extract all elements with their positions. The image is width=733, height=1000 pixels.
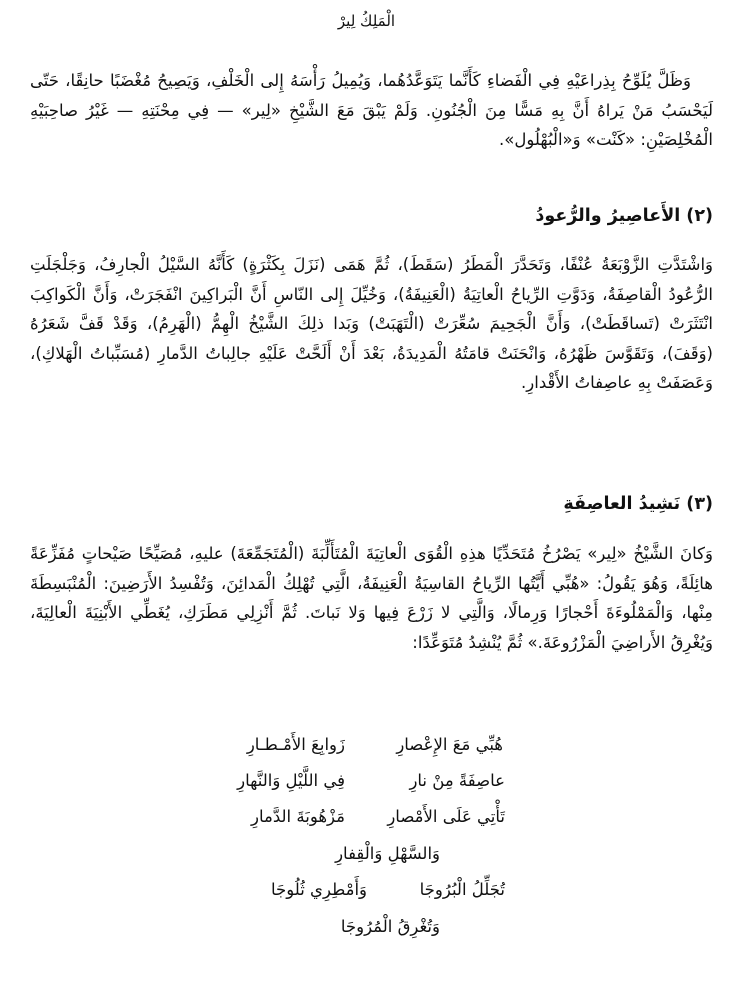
poem-line-3-left: تَأْتِي عَلَى الأَمْصارِ xyxy=(387,807,505,826)
poem-line-2-left: عاصِفَةً مِنْ نارِ xyxy=(409,771,505,790)
running-head: الْمَلِكُ لِيرْ xyxy=(337,12,396,30)
poem-line-2-right: فِي اللَّيْلِ وَالنَّهارِ xyxy=(237,771,345,790)
poem-line-4: وَالسَّهْلِ وَالْقِفارِ xyxy=(335,844,440,863)
section-heading-2: (٢) الأَعاصِيرُ والرُّعودُ xyxy=(535,206,713,226)
poem-line-5-right: وَأَمْطِرِي ثُلُوجَا xyxy=(271,880,367,899)
poem-line-1-left: هُبِّي مَعَ الإِعْصارِ xyxy=(396,735,503,754)
section-heading-3: (٣) نَشِيدُ العاصِفَةِ xyxy=(563,494,713,514)
paragraph-1: وَظَلَّ يُلَوِّحُ بِذِراعَيْهِ فِي الْفَضاءِ كَأَنَّما يَتَوَعَّدُهُما، وَيُمِيلُ رَأْسَهُ إِلى الْخَلْفِ، وَيَصِيحُ مُغْضَبًا حانِقًا، حَتّى لَيَحْسَبُ مَنْ يَراهُ أَنَّ بِهِ مَسًّا مِنَ الْجُنُونِ. وَلَمْ يَبْقَ مَعَ الشَّيْخِ «لِير» — فِي مِحْنَتِهِ — غَيْرُ صاحِبَيْهِ الْمُخْلِصَيْنِ: «كَنْت» وَ«الْبُهْلُول». xyxy=(30,71,713,149)
paragraph-3: وَكانَ الشَّيْخُ «لِير» يَصْرُخُ مُتَحَدِّيًا هذِهِ الْقُوَى الْعاتِيَةَ الْمُتَأَلِّبَةَ (الْمُتَجَمِّعَةَ) عليهِ، مُصَيِّحًا صَيْحاتٍ مُفَزِّعَةً هائِلَةً، وَهُوَ يَقُولُ: «هُبِّي أَيَّتُها الرِّياحُ القاسِيَةُ الْعَنِيفَةُ، الَّتِي تُهْلِكُ الْمَدائِنَ، وَتُفْسِدُ الأَرَضِينَ: الْمُنْبَسِطَةَ مِنْها، وَالْمَمْلُوءَةَ أَحْجارًا وَرِمالًا، وَالَّتِي لا زَرْعَ فِيها وَلا نَباتَ. ثُمَّ أَنْزِلِي مَطَرَكِ، يُغَطِّي الأَبْنِيَةَ الْعالِيَةَ، وَيُغْرِقُ الأَراضِيَ الْمَزْرُوعَةَ.» ثُمَّ يُنْشِدُ مُتَوَعِّدًا: xyxy=(30,544,713,652)
poem-line-1-right: زَوابِعَ الأَمْـطـارِ xyxy=(246,735,345,754)
paragraph-2: وَاشْتَدَّتِ الزَّوْبَعَةُ عُنْفًا، وَتَحَدَّرَ الْمَطَرُ (سَقَطَ)، ثُمَّ هَمَى (نَزَلَ بِكَثْرَةٍ) كَأَنَّهُ السَّيْلُ الْجارِفُ، وَجَلْجَلَتِ الرُّعُودُ الْقاصِفَةُ، وَدَوَّتِ الرِّياحُ الْعاتِيَةُ (الْعَنِيفَةُ)، وَخُيِّلَ إِلى النّاسِ أَنَّ الْبَراكِينَ انْفَجَرَتْ، وَأَنَّ الْكَواكِبَ انْتَثَرَتْ (تَساقَطَتْ)، وَأَنَّ الْجَحِيمَ سُعِّرَتْ (الْتَهَبَتْ) وَبَدا ذلِكَ الشَّيْخُ الْهِمُّ (الْهَرِمُ)، وَقَدْ قَفَّ شَعَرُهُ (وَقَفَ)، وَتَقَوَّسَ ظَهْرُهُ، وَانْحَنَتْ قامَتُهُ الْمَدِيدَةُ، بَعْدَ أَنْ أَلَحَّتْ عَلَيْهِ جالِباتُ الدَّمارِ (مُسَبِّباتُ الْهَلاكِ)، وَعَصَفَتْ بِهِ عاصِفاتُ الأَقْدارِ. xyxy=(30,255,713,392)
poem-line-6: وَتُغْرِقُ الْمُرُوجَا xyxy=(340,917,440,936)
poem-line-3-right: مَزْهُوبَةَ الدَّمارِ xyxy=(251,807,345,826)
poem-line-5-left: تُجَلِّلُ الْبُرُوجَا xyxy=(419,880,505,899)
